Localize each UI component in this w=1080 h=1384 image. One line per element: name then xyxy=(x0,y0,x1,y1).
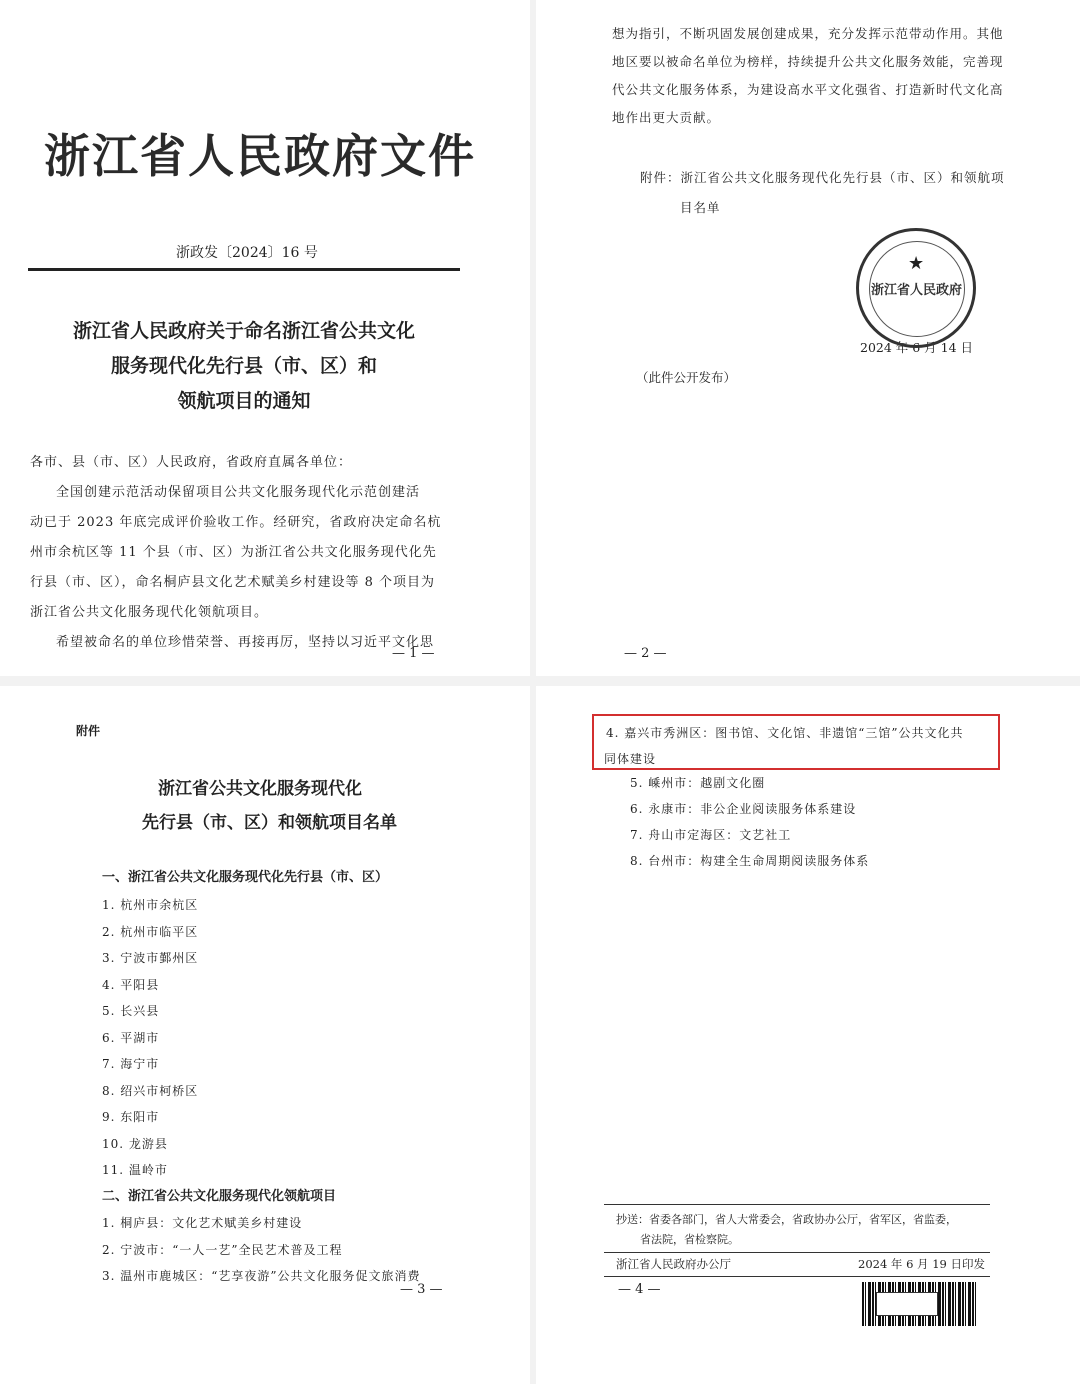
notice-title xyxy=(0,314,494,419)
cc-bottom-rule xyxy=(604,1252,990,1253)
page-2 xyxy=(536,0,1080,676)
page-divider-horizontal xyxy=(0,676,1080,686)
project-item: 6. 永康市：非公企业阅读服务体系建设 xyxy=(630,802,857,816)
page-4 xyxy=(536,686,1080,1384)
page-number: — 4 — xyxy=(618,1282,661,1297)
notice-body xyxy=(30,448,470,658)
para2-line: 希望被命名的单位珍惜荣誉、再接再厉，坚持以习近平文化思 xyxy=(56,635,435,650)
project-item: 1. 桐庐县：文化艺术赋美乡村建设 xyxy=(102,1216,303,1230)
county-item: 2. 杭州市临平区 xyxy=(102,924,199,939)
footer-rule xyxy=(604,1276,990,1277)
county-item: 9. 东阳市 xyxy=(102,1110,160,1124)
project-item: 2. 宁波市：“一人一艺”全民艺术普及工程 xyxy=(102,1242,343,1257)
header-rule xyxy=(28,268,460,271)
continued-line: 地作出更大贡献。 xyxy=(612,110,721,125)
list-title-line-1: 浙江省公共文化服务现代化 xyxy=(158,779,362,799)
star-icon: ★ xyxy=(908,253,925,274)
public-note: （此件公开发布） xyxy=(636,370,737,385)
cc-line-2: 省法院，省检察院。 xyxy=(640,1233,739,1246)
continued-text xyxy=(612,20,1072,132)
county-item: 4. 平阳县 xyxy=(102,977,160,992)
attachment-line-2: 目名单 xyxy=(680,200,721,215)
notice-title-line-1: 浙江省人民政府关于命名浙江省公共文化 xyxy=(72,320,415,342)
para1-line: 浙江省公共文化服务现代化领航项目。 xyxy=(30,605,269,620)
highlight-box xyxy=(592,714,1000,770)
page-number: — 2 — xyxy=(624,646,667,661)
continued-line: 想为指引，不断巩固发展创建成果，充分发挥示范带动作用。其他 xyxy=(612,26,1004,41)
project-list-continued xyxy=(630,770,869,874)
salutation: 各市、县（市、区）人民政府，省政府直属各单位： xyxy=(30,455,353,470)
continued-line: 代公共文化服务体系，为建设高水平文化强省、打造新时代文化高 xyxy=(612,82,1004,97)
print-date: 2024 年 6 月 19 日印发 xyxy=(858,1257,985,1271)
county-item: 6. 平湖市 xyxy=(102,1030,160,1045)
page-divider-vertical xyxy=(530,0,536,1384)
para1-line: 州市余杭区等 11 个县（市、区）为浙江省公共文化服务现代化先 xyxy=(30,545,437,560)
notice-title-line-3: 领航项目的通知 xyxy=(177,390,311,413)
cc-top-rule xyxy=(604,1204,990,1205)
project-item: 5. 嵊州市：越剧文化圈 xyxy=(630,776,766,790)
county-item: 7. 海宁市 xyxy=(102,1057,160,1071)
county-item: 1. 杭州市余杭区 xyxy=(102,898,199,912)
issue-date: 2024 年 6 月 14 日 xyxy=(860,340,974,355)
project-item: 3. 温州市鹿城区：“艺享夜游”公共文化服务促文旅消费 xyxy=(102,1269,421,1283)
item-4-line-2: 同体建设 xyxy=(604,752,657,766)
document-header-title: 浙江省人民政府文件 xyxy=(44,129,476,183)
barcode xyxy=(862,1282,978,1326)
list-title-line-2: 先行县（市、区）和领航项目名单 xyxy=(142,813,397,833)
county-item: 11. 温岭市 xyxy=(102,1163,168,1177)
item-4-line-1: 4. 嘉兴市秀洲区：图书馆、文化馆、非遗馆“三馆”公共文化共 xyxy=(606,726,964,740)
county-item: 5. 长兴县 xyxy=(102,1004,160,1018)
para1-line: 动已于 2023 年底完成评价验收工作。经研究，省政府决定命名杭 xyxy=(30,515,442,530)
continued-line: 地区要以被命名单位为榜样，持续提升公共文化服务效能，完善现 xyxy=(612,54,1004,69)
para1-line: 行县（市、区），命名桐庐县文化艺术赋美乡村建设等 8 个项目为 xyxy=(30,575,436,590)
barcode-center xyxy=(876,1292,938,1316)
cc-block xyxy=(616,1210,957,1250)
para1-line: 全国创建示范活动保留项目公共文化服务现代化示范创建活 xyxy=(56,485,421,500)
attachment-line-1: 附件：浙江省公共文化服务现代化先行县（市、区）和领航项 xyxy=(640,170,1005,185)
attachment-note xyxy=(640,163,1005,223)
project-item: 7. 舟山市定海区：文艺社工 xyxy=(630,828,792,842)
cc-line-1: 抄送：省委各部门，省人大常委会，省政协办公厅，省军区，省监委， xyxy=(616,1213,957,1226)
county-item: 10. 龙游县 xyxy=(102,1136,168,1151)
government-seal xyxy=(856,228,976,348)
county-item: 3. 宁波市鄞州区 xyxy=(102,951,199,965)
page-number: — 1 — xyxy=(392,646,435,661)
attachment-label: 附件 xyxy=(76,724,101,738)
project-item: 8. 台州市：构建全生命周期阅读服务体系 xyxy=(630,854,870,868)
section-1-heading: 一、浙江省公共文化服务现代化先行县（市、区） xyxy=(102,870,389,885)
page-1 xyxy=(0,0,530,676)
county-list xyxy=(102,892,421,1290)
county-item: 8. 绍兴市柯桥区 xyxy=(102,1083,199,1098)
issuing-office: 浙江省人民政府办公厅 xyxy=(616,1257,731,1271)
page-number: — 3 — xyxy=(400,1282,443,1297)
document-number: 浙政发〔2024〕16 号 xyxy=(176,245,318,261)
notice-title-line-2: 服务现代化先行县（市、区）和 xyxy=(110,355,377,378)
section-2-heading: 二、浙江省公共文化服务现代化领航项目 xyxy=(102,1188,337,1204)
page-3 xyxy=(0,686,530,1384)
seal-text: 浙江省人民政府 xyxy=(871,283,963,298)
